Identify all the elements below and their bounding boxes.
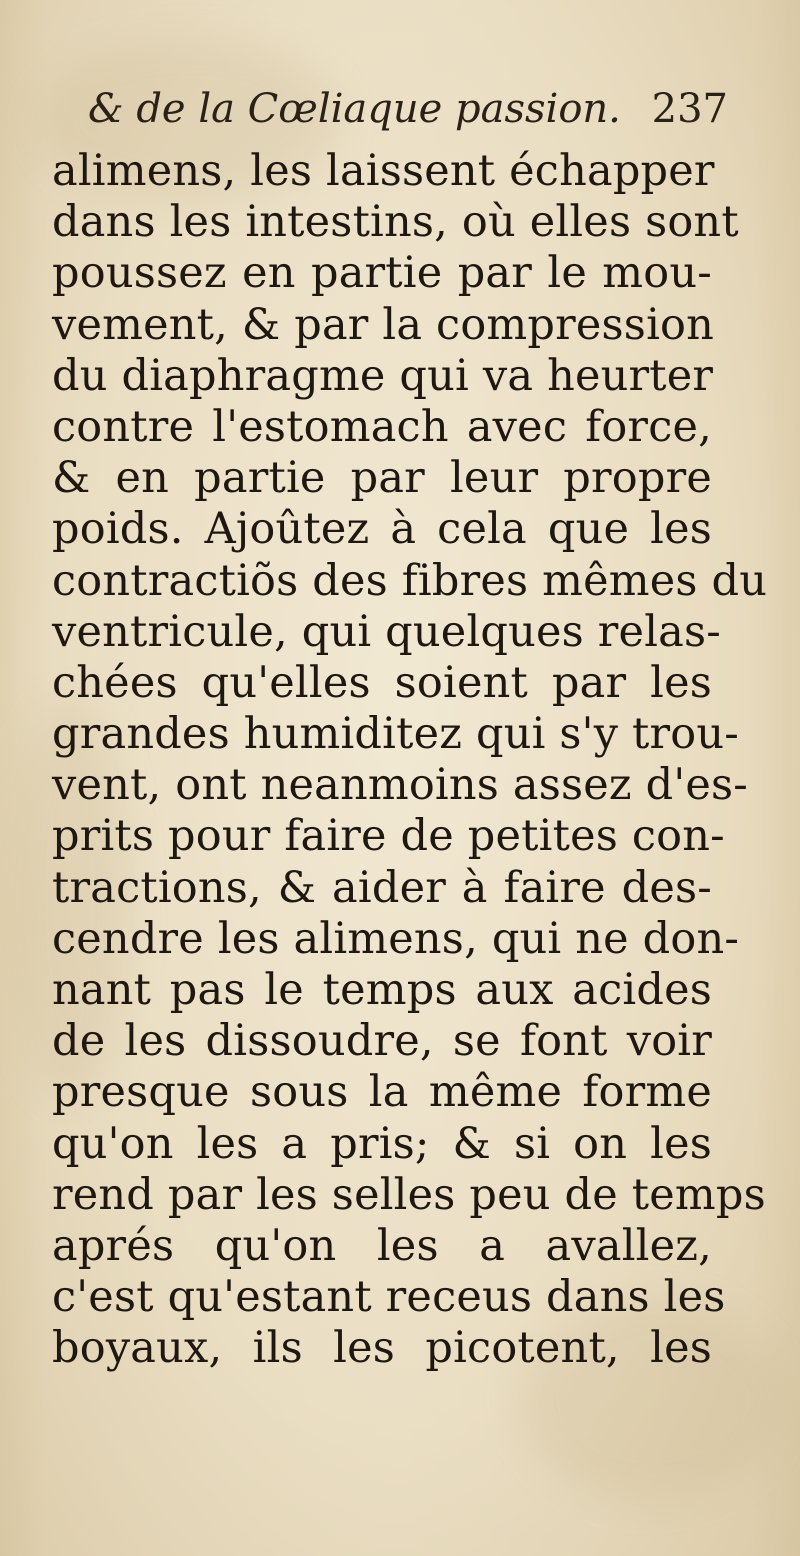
text-line: alimens, les laissent échapper [52,146,715,196]
text-line: & en partie par leur propre [52,453,712,504]
page-number: 237 [651,86,728,132]
text-line: du diaphragme qui va heurter [52,350,714,401]
text-line: poids. Ajoûtez à cela que les [52,504,712,555]
text-line: de les dissoudre, se font voir [52,1016,712,1067]
text-line: c'est qu'estant receus dans les [52,1272,726,1323]
text-line: nant pas le temps aux acides [52,965,712,1015]
text-line: grandes humiditez qui s'y trou- [52,709,739,760]
text-line: tractions, & aider à faire des- [52,862,712,913]
text-line: dans les intestins, où elles sont [52,197,739,248]
text-line: ventricule, qui quelques relas- [52,606,721,657]
text-line: vent, ont neanmoins assez d'es- [52,760,749,811]
text-line: chées qu'elles soient par les [52,657,712,708]
text-line: rend par les selles peu de temps [52,1169,766,1220]
text-line: presque sous la même forme [52,1067,712,1118]
text-line: poussez en partie par le mou- [52,248,712,299]
text-line: contractiõs des fibres mêmes du [52,555,768,606]
text-line: prits pour faire de petites con- [52,811,725,862]
running-header [88,86,728,138]
text-line: boyaux, ils les picotent, les [52,1323,712,1374]
text-line: cendre les alimens, qui ne don- [52,913,740,964]
text-line: contre l'estomach avec force, [52,401,712,452]
text-line: qu'on les a pris; & si on les [52,1118,712,1169]
text-line: vement, & par la compression [52,299,715,350]
body-text [52,146,768,1375]
text-line: aprés qu'on les a avallez, [52,1220,712,1271]
running-title: & de la Cœliaque passion. [88,86,621,132]
